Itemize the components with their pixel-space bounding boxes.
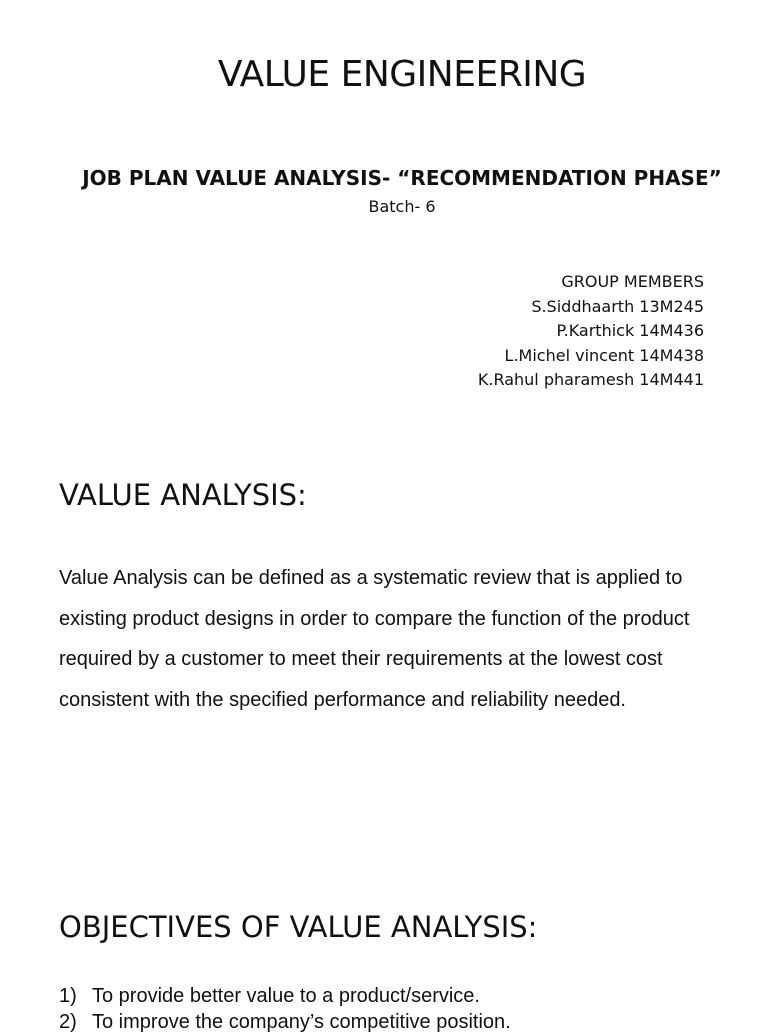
document-subtitle: JOB PLAN VALUE ANALYSIS- “RECOMMENDATION PHASE” [82, 166, 722, 190]
member-item: L.Michel vincent 14M438 [504, 345, 704, 365]
list-item [59, 1009, 739, 1035]
objectives-list [59, 983, 739, 1035]
section-heading-objectives: OBJECTIVES OF VALUE ANALYSIS: [59, 910, 538, 944]
value-analysis-definition: Value Analysis can be defined as a systematic review that is applied to existing product designs in order to compare the function of the product required by a customer to meet their requirements at the lowest cost consistent with the specified performance and reliability needed. [59, 567, 690, 711]
list-item [59, 983, 739, 1009]
list-item-text: To improve the company’s competitive position. [92, 1011, 511, 1033]
list-item-text: To provide better value to a product/service. [92, 985, 480, 1007]
batch-label: Batch- 6 [368, 197, 436, 216]
group-members-block [478, 270, 704, 393]
section-heading-value-analysis: VALUE ANALYSIS: [59, 478, 307, 512]
list-item-number: 2) [59, 1011, 77, 1033]
list-item-number: 1) [59, 985, 77, 1007]
member-item: K.Rahul pharamesh 14M441 [477, 370, 704, 389]
member-item: S.Siddhaarth 13M245 [531, 296, 704, 316]
group-members-heading: GROUP MEMBERS [561, 272, 704, 291]
document-title: VALUE ENGINEERING [217, 54, 587, 95]
member-item: P.Karthick 14M436 [556, 321, 704, 340]
